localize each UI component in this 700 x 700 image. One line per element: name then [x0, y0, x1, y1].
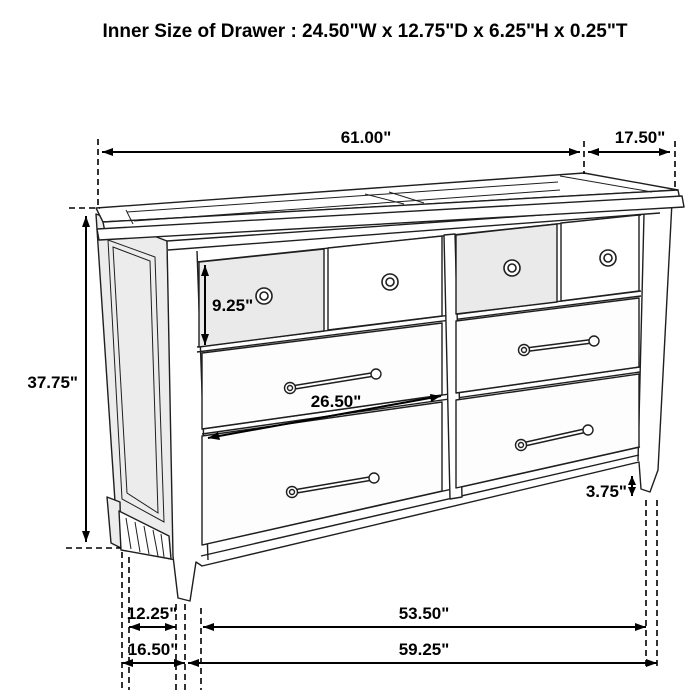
dim-base-depth-label: 16.50" — [127, 640, 179, 659]
ring-pull-knob — [504, 260, 520, 276]
dim-overall-height-label: 37.75" — [27, 373, 78, 392]
dim-leg-inset-depth — [127, 604, 178, 631]
dim-base-width — [188, 640, 657, 667]
dim-leg-span-width — [203, 604, 646, 631]
ring-pull-knob — [600, 250, 616, 266]
dim-top-width-label: 61.00" — [340, 128, 392, 147]
ring-pull-knob — [256, 288, 272, 304]
dim-top-width — [102, 128, 580, 156]
dim-drawer-width-label: 26.50" — [310, 392, 362, 411]
dim-foot-height — [586, 476, 636, 501]
dim-top-depth-label: 17.50" — [614, 128, 666, 147]
dim-top-depth — [588, 128, 670, 156]
dresser-illustration — [96, 173, 684, 601]
dim-overall-height — [27, 216, 90, 542]
dim-base-depth — [122, 640, 185, 667]
dim-top-drawer-height-label: 9.25" — [212, 296, 254, 315]
dim-leg-inset-depth-label: 12.25" — [126, 604, 178, 623]
dim-base-width-label: 59.25" — [398, 640, 450, 659]
dim-leg-span-width-label: 53.50" — [398, 604, 450, 623]
page-title: Inner Size of Drawer : 24.50"W x 12.75"D x 6.25"H x 0.25"T — [102, 21, 628, 42]
dim-foot-height-label: 3.75" — [585, 482, 627, 501]
ring-pull-knob — [382, 274, 398, 290]
